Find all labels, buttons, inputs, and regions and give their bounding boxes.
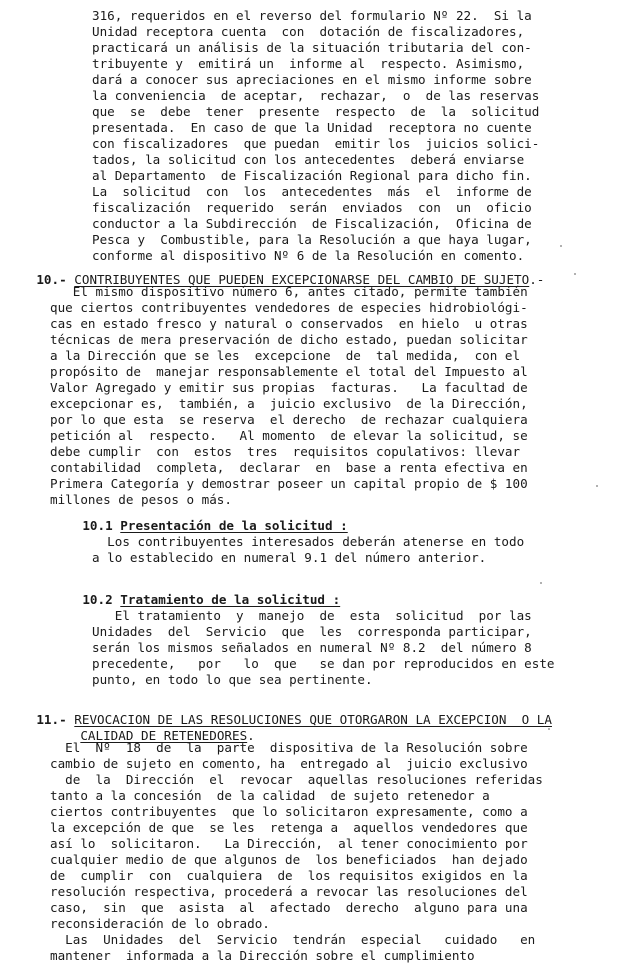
text-line: que ciertos contribuyentes vendedores de especies hidrobiológi- xyxy=(50,300,528,315)
text-line: precedente, por lo que se dan por reproducidos en este xyxy=(92,656,555,671)
scan-speck xyxy=(560,245,562,247)
text-line: técnicas de mera preservación de dicho estado, puedan solicitar xyxy=(50,332,528,347)
text-line: conforme al dispositivo Nº 6 de la Resolución en comento. xyxy=(92,248,525,263)
text-line: excepcionar es, también, a juicio exclusivo de la Dirección, xyxy=(50,396,528,411)
text-line: caso, sin que asista al afectado derecho alguno para una xyxy=(50,900,528,915)
text-line: La solicitud con los antecedentes más el informe de xyxy=(92,184,532,199)
section-title: CONTRIBUYENTES QUE PUEDEN EXCEPCIONARSE DEL CAMBIO DE SUJETO xyxy=(74,272,530,287)
text-line: fiscalización requerido serán enviados con un oficio xyxy=(92,200,532,215)
text-line: contabilidad completa, declarar en base a renta efectiva en xyxy=(50,460,528,475)
text-line: propósito de manejar responsablemente el total del Impuesto al xyxy=(50,364,528,379)
text-line: Unidad receptora cuenta con dotación de fiscalizadores, xyxy=(92,24,525,39)
scan-speck xyxy=(540,582,542,584)
text-line: ciertos contribuyentes que lo solicitaron expresamente, como a xyxy=(50,804,528,819)
section-title-suffix: . xyxy=(247,728,255,743)
section-number: 11.- xyxy=(36,712,67,727)
scan-speck xyxy=(574,273,576,275)
subsection-title: Tratamiento de la solicitud : xyxy=(120,592,341,607)
text-line: Las Unidades del Servicio tendrán especial cuidado en xyxy=(50,932,536,947)
subsection-number: 10.1 xyxy=(82,518,113,533)
text-line: El tratamiento y manejo de esta solicitud por las xyxy=(92,608,532,623)
section-number: 10.- xyxy=(36,272,67,287)
text-line: debe cumplir con estos tres requisitos copulativos: llevar xyxy=(50,444,521,459)
subsection-number: 10.2 xyxy=(82,592,113,607)
text-line: Pesca y Combustible, para la Resolución a que haya lugar, xyxy=(92,232,532,247)
section-title-line1: REVOCACION DE LAS RESOLUCIONES QUE OTORGARON LA EXCEPCION O LA xyxy=(74,712,552,727)
section-title-line2: CALIDAD DE RETENEDORES xyxy=(80,728,248,743)
text-line: El mismo dispositivo número 6, antes citado, permite también xyxy=(50,284,528,299)
text-line: tados, la solicitud con los antecedentes deberá enviarse xyxy=(92,152,525,167)
text-line: Unidades del Servicio que les corresponda participar, xyxy=(92,624,532,639)
scan-speck xyxy=(596,485,598,487)
text-line: conductor a la Subdirección de Fiscalización, Oficina de xyxy=(92,216,532,231)
text-line: tribuyente y emitirá un informe al respecto. Asimismo, xyxy=(92,56,525,71)
text-line: Primera Categoría y demostrar poseer un capital propio de $ 100 xyxy=(50,476,528,491)
text-line: punto, en todo lo que sea pertinente. xyxy=(92,672,373,687)
text-line: reconsideración de lo obrado. xyxy=(50,916,270,931)
text-line: petición al respecto. Al momento de elevar la solicitud, se xyxy=(50,428,528,443)
subsection-title: Presentación de la solicitud : xyxy=(120,518,348,533)
text-line: dará a conocer sus apreciaciones en el mismo informe sobre xyxy=(92,72,532,87)
text-line: El Nº 18 de la parte dispositiva de la Resolución sobre xyxy=(50,740,528,755)
scan-speck xyxy=(548,728,550,730)
text-line: 316, requeridos en el reverso del formulario Nº 22. Si la xyxy=(92,8,532,23)
text-line: la conveniencia de aceptar, rechazar, o de las reservas xyxy=(92,88,540,103)
text-line: cas en estado fresco y natural o conservados en hielo u otras xyxy=(50,316,528,331)
text-line: de cumplir con cualquiera de los requisitos exigidos en la xyxy=(50,868,528,883)
text-line: al Departamento de Fiscalización Regional para dicho fin. xyxy=(92,168,532,183)
section-title-suffix: .- xyxy=(529,272,545,287)
text-line: tanto a la concesión de la calidad de sujeto retenedor a xyxy=(50,788,490,803)
text-line: cualquier medio de que algunos de los beneficiados han dejado xyxy=(50,852,528,867)
text-line: que se debe tener presente respecto de la solicitud xyxy=(92,104,540,119)
text-line: así lo solicitaron. La Dirección, al tener conocimiento por xyxy=(50,836,528,851)
text-line: a la Dirección que se les excepcione de tal medida, con el xyxy=(50,348,521,363)
text-line: Los contribuyentes interesados deberán atenerse en todo xyxy=(92,534,525,549)
text-line: la excepción de que se les retenga a aquellos vendedores que xyxy=(50,820,528,835)
text-line: practicará un análisis de la situación tributaria del con- xyxy=(92,40,532,55)
text-line: resolución respectiva, procederá a revocar las resoluciones del xyxy=(50,884,528,899)
text-line: a lo establecido en numeral 9.1 del número anterior. xyxy=(92,550,487,565)
text-line: millones de pesos o más. xyxy=(50,492,232,507)
text-line: con fiscalizadores que puedan emitir los juicios solici- xyxy=(92,136,540,151)
text-line: presentada. En caso de que la Unidad receptora no cuente xyxy=(92,120,532,135)
text-line: Valor Agregado y emitir sus propias facturas. La facultad de xyxy=(50,380,528,395)
text-line: de la Dirección el revocar aquellas resoluciones referidas xyxy=(50,772,543,787)
text-line: por lo que esta se reserva el derecho de rechazar cualquiera xyxy=(50,412,528,427)
text-line: mantener informada a la Dirección sobre el cumplimiento xyxy=(50,948,475,963)
text-line: serán los mismos señalados en numeral Nº 8.2 del número 8 xyxy=(92,640,532,655)
text-line: cambio de sujeto en comento, ha entregado al juicio exclusivo xyxy=(50,756,528,771)
